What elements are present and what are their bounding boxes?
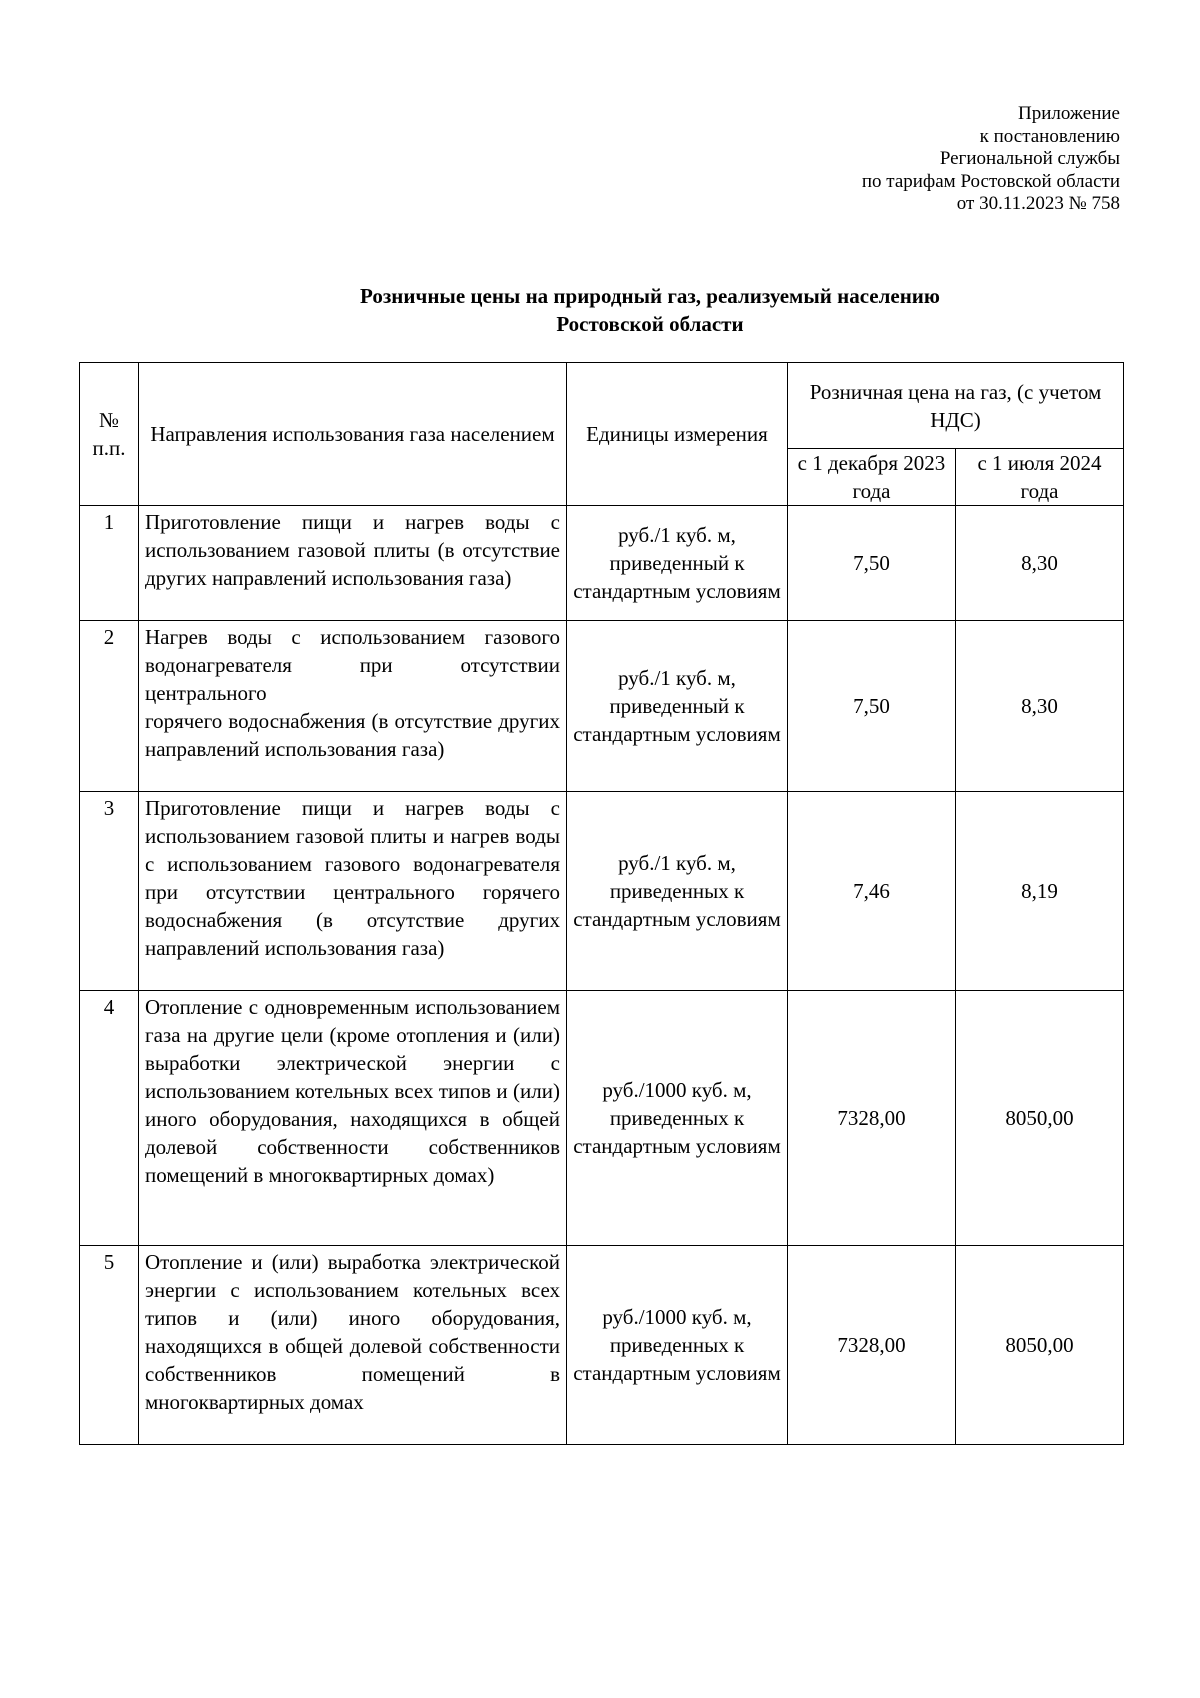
row-unit: руб./1 куб. м, приведенный к стандартным условиям (567, 621, 788, 792)
header-price-group: Розничная цена на газ, (с учетом НДС) (788, 363, 1124, 449)
row-number: 3 (80, 792, 139, 991)
row-number: 2 (80, 621, 139, 792)
header-period-1: с 1 декабря 2023 года (788, 449, 956, 506)
table-header-row (80, 363, 1124, 449)
table-row (80, 621, 1124, 792)
table-row (80, 1246, 1124, 1445)
row-price-dec-2023: 7,50 (788, 506, 956, 621)
row-direction-part: горячего водоснабжения (в отсутствие других направлений использования газа) (145, 709, 560, 761)
row-price-dec-2023: 7,50 (788, 621, 956, 792)
row-price-dec-2023: 7328,00 (788, 991, 956, 1246)
appendix-line: от 30.11.2023 № 758 (956, 193, 1120, 214)
row-price-jul-2024: 8,19 (956, 792, 1124, 991)
document-title (220, 282, 1080, 338)
appendix-line: Региональной службы (939, 148, 1120, 169)
row-unit: руб./1000 куб. м, приведенных к стандартным условиям (567, 1246, 788, 1445)
row-direction: Отопление и (или) выработка электрической энергии с использованием котельных всех типов и (или) иного оборудования, находящихся в общей долевой собственности собственников помещений в многоквартирных домах (139, 1246, 567, 1445)
appendix-line: по тарифам Ростовской области (861, 170, 1120, 192)
row-price-jul-2024: 8,30 (956, 621, 1124, 792)
appendix-line: к постановлению (979, 125, 1120, 147)
appendix-header (862, 103, 1120, 216)
table-row (80, 506, 1124, 621)
header-num: № п.п. (80, 363, 139, 506)
row-unit: руб./1000 куб. м, приведенных к стандартным условиям (567, 991, 788, 1246)
row-price-jul-2024: 8,30 (956, 506, 1124, 621)
appendix-line: Приложение (1018, 103, 1120, 124)
header-direction: Направления использования газа населением (139, 363, 567, 506)
row-direction: Приготовление пищи и нагрев воды с использованием газовой плиты (в отсутствие других направлений использования газа) (139, 506, 567, 621)
row-price-dec-2023: 7,46 (788, 792, 956, 991)
row-unit: руб./1 куб. м, приведенных к стандартным условиям (567, 792, 788, 991)
header-period-2: с 1 июля 2024 года (956, 449, 1124, 506)
table-row (80, 991, 1124, 1246)
table-row (80, 792, 1124, 991)
row-unit: руб./1 куб. м, приведенный к стандартным условиям (567, 506, 788, 621)
document-title-line: Розничные цены на природный газ, реализуемый населению (360, 284, 940, 308)
row-number: 4 (80, 991, 139, 1246)
header-unit: Единицы измерения (567, 363, 788, 506)
row-direction: Приготовление пищи и нагрев воды с использованием газовой плиты и нагрев воды с использованием газового водонагревателя при отсутствии центрального горячего водоснабжения (в отсутствие других направлений использования газа) (139, 792, 567, 991)
row-number: 1 (80, 506, 139, 621)
row-price-dec-2023: 7328,00 (788, 1246, 956, 1445)
row-price-jul-2024: 8050,00 (956, 1246, 1124, 1445)
document-title-line: Ростовской области (556, 312, 744, 336)
row-direction: Отопление с одновременным использованием газа на другие цели (кроме отопления и (или) выработки электрической энергии с использованием котельных всех типов и (или) иного оборудования, находящихся в общей долевой собственности собственников помещений в многоквартирных домах) (139, 991, 567, 1246)
row-number: 5 (80, 1246, 139, 1445)
row-direction-part: Нагрев воды с использованием газового водонагревателя при отсутствии центрального (145, 625, 560, 705)
row-price-jul-2024: 8050,00 (956, 991, 1124, 1246)
row-direction (139, 621, 567, 792)
price-table (79, 362, 1124, 1445)
